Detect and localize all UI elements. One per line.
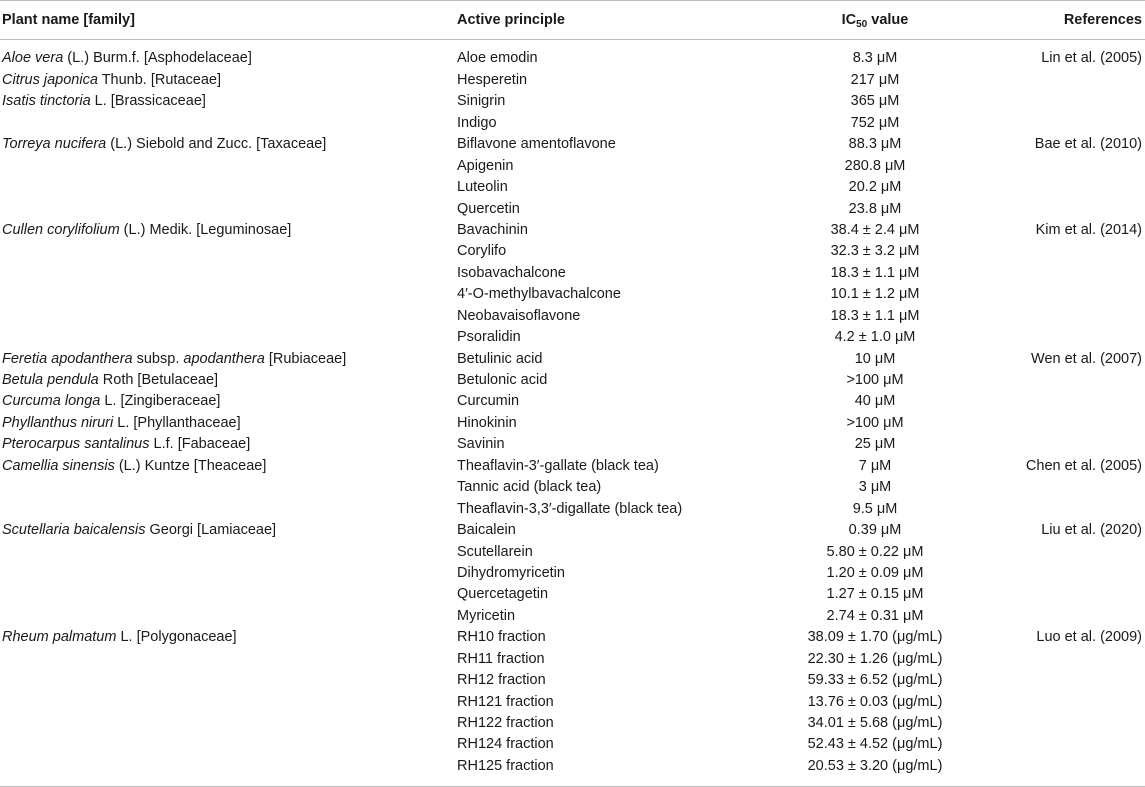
cell-ic50-value: 38.09 ± 1.70 (μg/mL) [807, 629, 943, 646]
cell-active-principle: Sinigrin [457, 93, 506, 110]
table-row [0, 541, 1145, 562]
cell-ic50-value: 365 μM [850, 93, 900, 110]
table-row [0, 670, 1145, 691]
cell-active-principle: Psoralidin [457, 329, 521, 346]
plant-scientific-name: Torreya nucifera [2, 136, 107, 153]
plant-scientific-name: Citrus japonica [2, 71, 98, 88]
cell-ic50-value: 59.33 ± 6.52 (μg/mL) [807, 672, 943, 689]
cell-reference: Lin et al. (2005) [1041, 50, 1142, 67]
cell-active-principle: Dihydromyricetin [457, 564, 565, 581]
plant-authority-family: Roth [Betulaceae] [98, 372, 219, 389]
cell-ic50-value: 13.76 ± 0.03 (μg/mL) [807, 693, 943, 710]
table-row [0, 455, 1145, 476]
cell-reference [1000, 563, 1145, 584]
cell-active-principle: Aloe emodin [457, 50, 538, 67]
cell-reference [1000, 412, 1145, 433]
cell-reference [1000, 327, 1145, 348]
cell-active-principle: Savinin [457, 436, 505, 453]
cell-active-principle: Curcumin [457, 393, 520, 410]
cell-active-principle: RH12 fraction [457, 672, 546, 689]
plant-scientific-name: Feretia apodanthera [2, 350, 133, 367]
table-row [0, 305, 1145, 326]
header-ic-subscript: 50 [856, 19, 868, 30]
cell-plant-name [0, 627, 454, 648]
header-ic-suffix: value [867, 12, 909, 28]
plant-scientific-name: Aloe vera [2, 50, 64, 67]
plant-scientific-name: Rheum palmatum [2, 629, 117, 646]
cell-reference [1000, 648, 1145, 669]
cell-reference [1000, 391, 1145, 412]
cell-active-principle: Biflavone amentoflavone [457, 136, 616, 153]
cell-ic50-value: 0.39 μM [848, 522, 902, 539]
cell-ic50-value: 32.3 ± 3.2 μM [830, 243, 920, 260]
cell-reference [1000, 198, 1145, 219]
table-row [0, 198, 1145, 219]
table-row [0, 691, 1145, 712]
plant-authority-family: (L.) Siebold and Zucc. [Taxaceae] [106, 136, 327, 153]
table-row [0, 734, 1145, 755]
cell-reference [1000, 69, 1145, 90]
table-row [0, 91, 1145, 112]
cell-reference [1000, 584, 1145, 605]
table-row [0, 134, 1145, 155]
cell-active-principle: RH121 fraction [457, 693, 554, 710]
cell-plant-name [0, 477, 454, 498]
cell-reference [1000, 284, 1145, 305]
plant-authority-family: L. [Phyllanthaceae] [113, 414, 241, 431]
cell-reference [1000, 241, 1145, 262]
cell-active-principle: Tannic acid (black tea) [457, 479, 602, 496]
cell-active-principle: Quercetagetin [457, 586, 549, 603]
plant-authority-family: Thunb. [Rutaceae] [97, 71, 221, 88]
plant-scientific-name: Phyllanthus niruri [2, 414, 114, 431]
cell-ic50-value: 18.3 ± 1.1 μM [830, 264, 920, 281]
table-row [0, 605, 1145, 626]
table-row [0, 648, 1145, 669]
cell-reference: Wen et al. (2007) [1031, 350, 1142, 367]
table-row [0, 412, 1145, 433]
cell-ic50-value: 22.30 ± 1.26 (μg/mL) [807, 650, 943, 667]
cell-active-principle: Betulonic acid [457, 372, 548, 389]
cell-plant-name [0, 734, 454, 755]
cell-plant-name [0, 605, 454, 626]
cell-reference [1000, 370, 1145, 391]
cell-ic50-value: 18.3 ± 1.1 μM [830, 307, 920, 324]
table-row [0, 220, 1145, 241]
plant-authority-family: (L.) Kuntze [Theaceae] [114, 457, 267, 474]
cell-reference [1000, 755, 1145, 786]
cell-ic50-value: 7 μM [858, 457, 892, 474]
cell-active-principle: Neobavaisoflavone [457, 307, 581, 324]
table-row [0, 563, 1145, 584]
plant-scientific-name: Isatis tinctoria [2, 93, 91, 110]
cell-plant-name [0, 40, 454, 70]
header-principle: Active principle [454, 1, 750, 40]
cell-reference: Bae et al. (2010) [1034, 136, 1142, 153]
plant-authority-family: L.f. [Fabaceae] [149, 436, 251, 453]
cell-ic50-value: 10.1 ± 1.2 μM [830, 286, 920, 303]
plant-scientific-name: Curcuma longa [2, 393, 101, 410]
header-ic50 [750, 1, 1000, 40]
cell-reference [1000, 305, 1145, 326]
cell-reference [1000, 262, 1145, 283]
cell-ic50-value: 2.74 ± 0.31 μM [826, 607, 924, 624]
cell-reference [1000, 541, 1145, 562]
header-ic-prefix: IC [841, 12, 857, 28]
table-row [0, 627, 1145, 648]
cell-plant-name [0, 284, 454, 305]
cell-active-principle: Betulinic acid [457, 350, 543, 367]
cell-active-principle: 4′-O-methylbavachalcone [457, 286, 621, 303]
cell-active-principle: Hinokinin [457, 414, 517, 431]
cell-plant-name [0, 220, 454, 241]
cell-active-principle: Indigo [457, 114, 497, 131]
table-row [0, 477, 1145, 498]
table-row [0, 40, 1145, 70]
cell-active-principle: Myricetin [457, 607, 516, 624]
cell-ic50-value: 1.20 ± 0.09 μM [826, 564, 924, 581]
plant-subspecies-name: apodanthera [183, 350, 265, 367]
cell-plant-name [0, 305, 454, 326]
cell-ic50-value: 280.8 μM [844, 157, 906, 174]
cell-active-principle: Hesperetin [457, 71, 528, 88]
cell-ic50-value: 752 μM [850, 114, 900, 131]
cell-active-principle: RH11 fraction [457, 650, 545, 667]
table-row [0, 284, 1145, 305]
cell-active-principle: Theaflavin-3,3′-digallate (black tea) [457, 500, 683, 517]
cell-plant-name [0, 455, 454, 476]
plant-authority-family: (L.) Burm.f. [Asphodelaceae] [63, 50, 252, 67]
cell-plant-name [0, 520, 454, 541]
cell-reference [1000, 155, 1145, 176]
cell-ic50-value: 1.27 ± 0.15 μM [826, 586, 924, 603]
cell-plant-name [0, 563, 454, 584]
cell-ic50-value: 4.2 ± 1.0 μM [834, 329, 916, 346]
cell-plant-name [0, 370, 454, 391]
table-row [0, 177, 1145, 198]
cell-active-principle: Luteolin [457, 179, 508, 196]
table-row [0, 155, 1145, 176]
cell-ic50-value: 34.01 ± 5.68 (μg/mL) [807, 715, 943, 732]
plant-authority-family: (L.) Medik. [Leguminosae] [119, 221, 292, 238]
cell-plant-name [0, 670, 454, 691]
table-row [0, 434, 1145, 455]
cell-ic50-value: >100 μM [846, 414, 904, 431]
cell-ic50-value: 3 μM [858, 479, 892, 496]
table-row [0, 498, 1145, 519]
cell-reference [1000, 434, 1145, 455]
cell-active-principle: Apigenin [457, 157, 514, 174]
cell-reference [1000, 734, 1145, 755]
header-plant: Plant name [family] [0, 1, 454, 40]
plant-authority-family: L. [Brassicaceae] [90, 93, 206, 110]
plant-authority-family: L. [Polygonaceae] [116, 629, 237, 646]
plant-authority-family: [Rubiaceae] [264, 350, 347, 367]
table-row [0, 112, 1145, 133]
cell-reference: Chen et al. (2005) [1025, 457, 1142, 474]
table-row [0, 241, 1145, 262]
header-references: References [1000, 1, 1145, 40]
cell-plant-name [0, 155, 454, 176]
cell-ic50-value: 38.4 ± 2.4 μM [830, 221, 920, 238]
cell-plant-name [0, 584, 454, 605]
table-row [0, 370, 1145, 391]
plant-scientific-name: Betula pendula [2, 372, 99, 389]
cell-plant-name [0, 241, 454, 262]
cell-plant-name [0, 648, 454, 669]
cell-ic50-value: 40 μM [854, 393, 896, 410]
table-row [0, 391, 1145, 412]
cell-active-principle: Bavachinin [457, 221, 528, 238]
table-body [0, 40, 1145, 787]
cell-reference [1000, 605, 1145, 626]
cell-ic50-value: 20.53 ± 3.20 (μg/mL) [750, 755, 1000, 786]
table-row [0, 69, 1145, 90]
cell-active-principle: RH10 fraction [457, 629, 546, 646]
cell-reference [1000, 177, 1145, 198]
cell-active-principle: RH125 fraction [454, 755, 750, 786]
cell-reference [1000, 713, 1145, 734]
cell-reference: Luo et al. (2009) [1036, 629, 1142, 646]
plant-name-connector: subsp. [132, 350, 184, 367]
table-header [0, 1, 1145, 40]
table-row [0, 262, 1145, 283]
cell-plant-name [0, 69, 454, 90]
plant-scientific-name: Scutellaria baicalensis [2, 522, 146, 539]
cell-reference [1000, 498, 1145, 519]
cell-plant-name [0, 327, 454, 348]
cell-ic50-value: 23.8 μM [848, 200, 902, 217]
plant-authority-family: L. [Zingiberaceae] [100, 393, 221, 410]
cell-ic50-value: 10 μM [854, 350, 896, 367]
cell-plant-name [0, 348, 454, 369]
cell-plant-name [0, 177, 454, 198]
cell-plant-name [0, 112, 454, 133]
cell-ic50-value: 217 μM [850, 71, 900, 88]
cell-ic50-value: >100 μM [846, 372, 904, 389]
cell-active-principle: Quercetin [457, 200, 520, 217]
cell-ic50-value: 52.43 ± 4.52 (μg/mL) [807, 736, 943, 753]
table-row [0, 327, 1145, 348]
cell-plant-name [0, 91, 454, 112]
cell-reference [1000, 477, 1145, 498]
cell-ic50-value: 8.3 μM [852, 50, 898, 67]
cell-plant-name [0, 713, 454, 734]
cell-reference [1000, 691, 1145, 712]
plant-authority-family: Georgi [Lamiaceae] [145, 522, 277, 539]
plant-scientific-name: Pterocarpus santalinus [2, 436, 150, 453]
table-row [0, 520, 1145, 541]
table-row [0, 713, 1145, 734]
cell-active-principle: Corylifo [457, 243, 507, 260]
plant-scientific-name: Cullen corylifolium [2, 221, 120, 238]
cell-active-principle: Scutellarein [457, 543, 533, 560]
cell-plant-name [0, 412, 454, 433]
cell-ic50-value: 20.2 μM [848, 179, 902, 196]
plant-scientific-name: Camellia sinensis [2, 457, 115, 474]
header-row [0, 1, 1145, 40]
cell-reference: Kim et al. (2014) [1035, 221, 1142, 238]
cell-plant-name [0, 541, 454, 562]
cell-ic50-value: 5.80 ± 0.22 μM [826, 543, 924, 560]
cell-active-principle: Isobavachalcone [457, 264, 566, 281]
cell-plant-name [0, 391, 454, 412]
cell-plant-name [0, 262, 454, 283]
table-row [0, 348, 1145, 369]
cell-plant-name [0, 198, 454, 219]
cell-reference: Liu et al. (2020) [1041, 522, 1142, 539]
cell-ic50-value: 88.3 μM [848, 136, 902, 153]
cell-plant-name [0, 755, 454, 786]
cell-reference [1000, 670, 1145, 691]
cell-ic50-value: 25 μM [854, 436, 896, 453]
table-row [0, 755, 1145, 786]
cell-plant-name [0, 691, 454, 712]
cell-active-principle: Baicalein [457, 522, 516, 539]
cell-active-principle: Theaflavin-3′-gallate (black tea) [457, 457, 659, 474]
cell-reference [1000, 91, 1145, 112]
cell-plant-name [0, 498, 454, 519]
cell-reference [1000, 112, 1145, 133]
table-row [0, 584, 1145, 605]
cell-active-principle: RH124 fraction [457, 736, 554, 753]
cell-plant-name [0, 434, 454, 455]
cell-active-principle: RH122 fraction [457, 715, 554, 732]
cell-plant-name [0, 134, 454, 155]
cell-ic50-value: 9.5 μM [852, 500, 898, 517]
